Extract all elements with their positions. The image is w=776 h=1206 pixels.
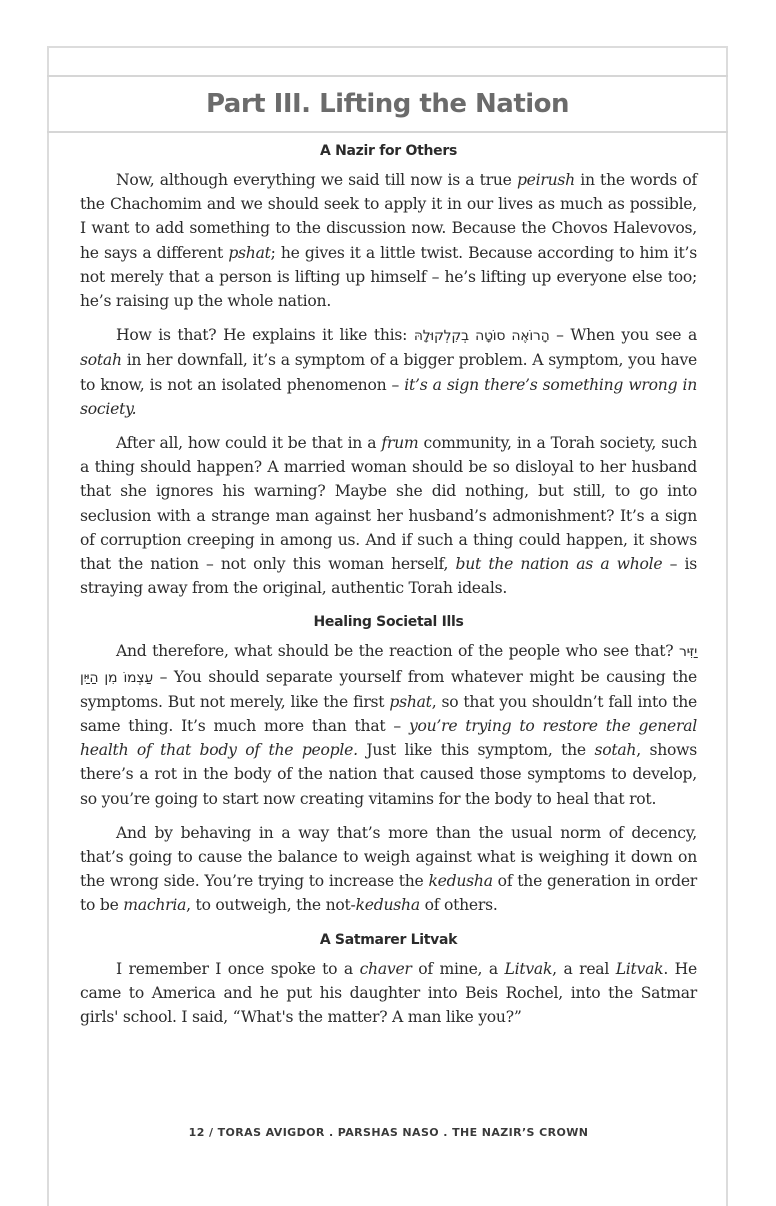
italic-term: peirush [516,171,575,189]
italic-term: kedusha [355,896,420,915]
article-body [80,143,697,1029]
text-run: of mine, a [411,959,505,978]
text-run: I remember I once spoke to a [116,959,360,978]
italic-term: sotah [80,351,122,370]
section-heading: A Satmarer Litvak [319,931,458,948]
text-run: in her downfall, it’s a symptom of a bigger problem. A symptom, you have to know, is not an isolated phenomenon – [80,351,697,394]
text-run: of others. [419,896,498,915]
italic-term: it’s a sign there’s something wrong in society. [80,375,698,418]
text-run: in the words of the Chachomim and we should seek to apply it in our lives as much as possible, I want to add something to the discussion now. Because the Chovos Halevovos, he says a different [80,171,698,262]
text-run: of the generation in order to be [80,872,697,915]
title-band [47,75,728,133]
body-paragraph [80,168,697,313]
text-run: , shows there’s a rot in the body of the nation that caused those symptoms to develop, so you’re going to start now creating vitamins for the body to heal that rot. [80,741,697,808]
section-heading: A Nazir for Others [320,143,457,159]
body-paragraph [80,957,697,1030]
italic-term: pshat [228,243,271,262]
text-run: After all, how could it be that in a [116,434,382,453]
page-title: Part III. Lifting the Nation [205,89,570,119]
text-run: , a real [552,959,616,978]
text-run: – is straying away from the original, authentic Torah ideals. [80,555,697,598]
text-run: ; he gives it a little twist. Because according to him it’s not merely that a person is lifting up himself – he’s lifting up everyone else too; he’s raising up the whole nation. [80,243,698,311]
italic-term: pshat [389,692,432,711]
text-run: , so that you shouldn’t fall into the same thing. It’s much more than that – [80,692,697,736]
body-paragraph [80,431,697,600]
italic-term: Litvak [504,959,553,978]
italic-term: chaver [359,959,412,978]
italic-term: machria [123,896,187,915]
article-section [80,143,697,600]
article-section [80,600,697,917]
body-paragraph [80,639,697,810]
italic-term: kedusha [428,872,493,891]
text-run: – You should separate yourself from whatever might be causing the symptoms. But not merely, like the first [80,667,697,711]
body-paragraph [80,821,697,918]
text-run: And therefore, what should be the reaction of the people who see that? [116,642,679,661]
italic-term: Litvak [615,959,664,978]
body-paragraph [80,323,697,421]
text-run: Now, although everything we said till now is a true [116,171,517,189]
text-run: Just like this symptom, the [357,741,595,760]
text-run: And by behaving in a way that’s more than the usual norm of decency, that’s going to cause the balance to weigh against what is weighing it down on the wrong side. You’re trying to increase the [80,823,697,891]
text-run: , to outweigh, the not- [186,896,356,915]
text-run: community, in a Torah society, such a thing should happen? A married woman should be so disloyal to her husband that she ignores his warning? Maybe she did nothing, but still, to go into seclusion with a strange man against her husband’s admonishment? It’s a sign of corruption creeping in among us. And if such a thing could happen, it shows that the nation – not only this woman herself, [80,434,698,574]
italic-term: sotah [594,741,637,760]
text-run: – When you see a [549,326,697,345]
text-run: . He came to America and he put his daughter into Beis Rochel, into the Satmar girls' school. I said, “What's the matter? A man like you?” [80,959,698,1027]
section-heading: Healing Societal Ills [313,614,464,631]
article-section [80,918,697,1030]
italic-term: you’re trying to restore the general health of that body of the people. [80,717,697,760]
hebrew-quote: הָרוֹאֶה סוֹטָה בְקִלְקוּלָהּ [413,328,550,345]
text-run: How is that? He explains it like this: [116,326,414,345]
page-footer: 12 / TORAS AVIGDOR . PARSHAS NASO . THE NAZIR’S CROWN [188,1126,589,1139]
hebrew-quote: יַזִּיר עַצְמוֹ מִן הַיַּיִן [80,644,697,686]
italic-term: but the nation as a whole [455,555,663,574]
italic-term: frum [381,434,419,453]
